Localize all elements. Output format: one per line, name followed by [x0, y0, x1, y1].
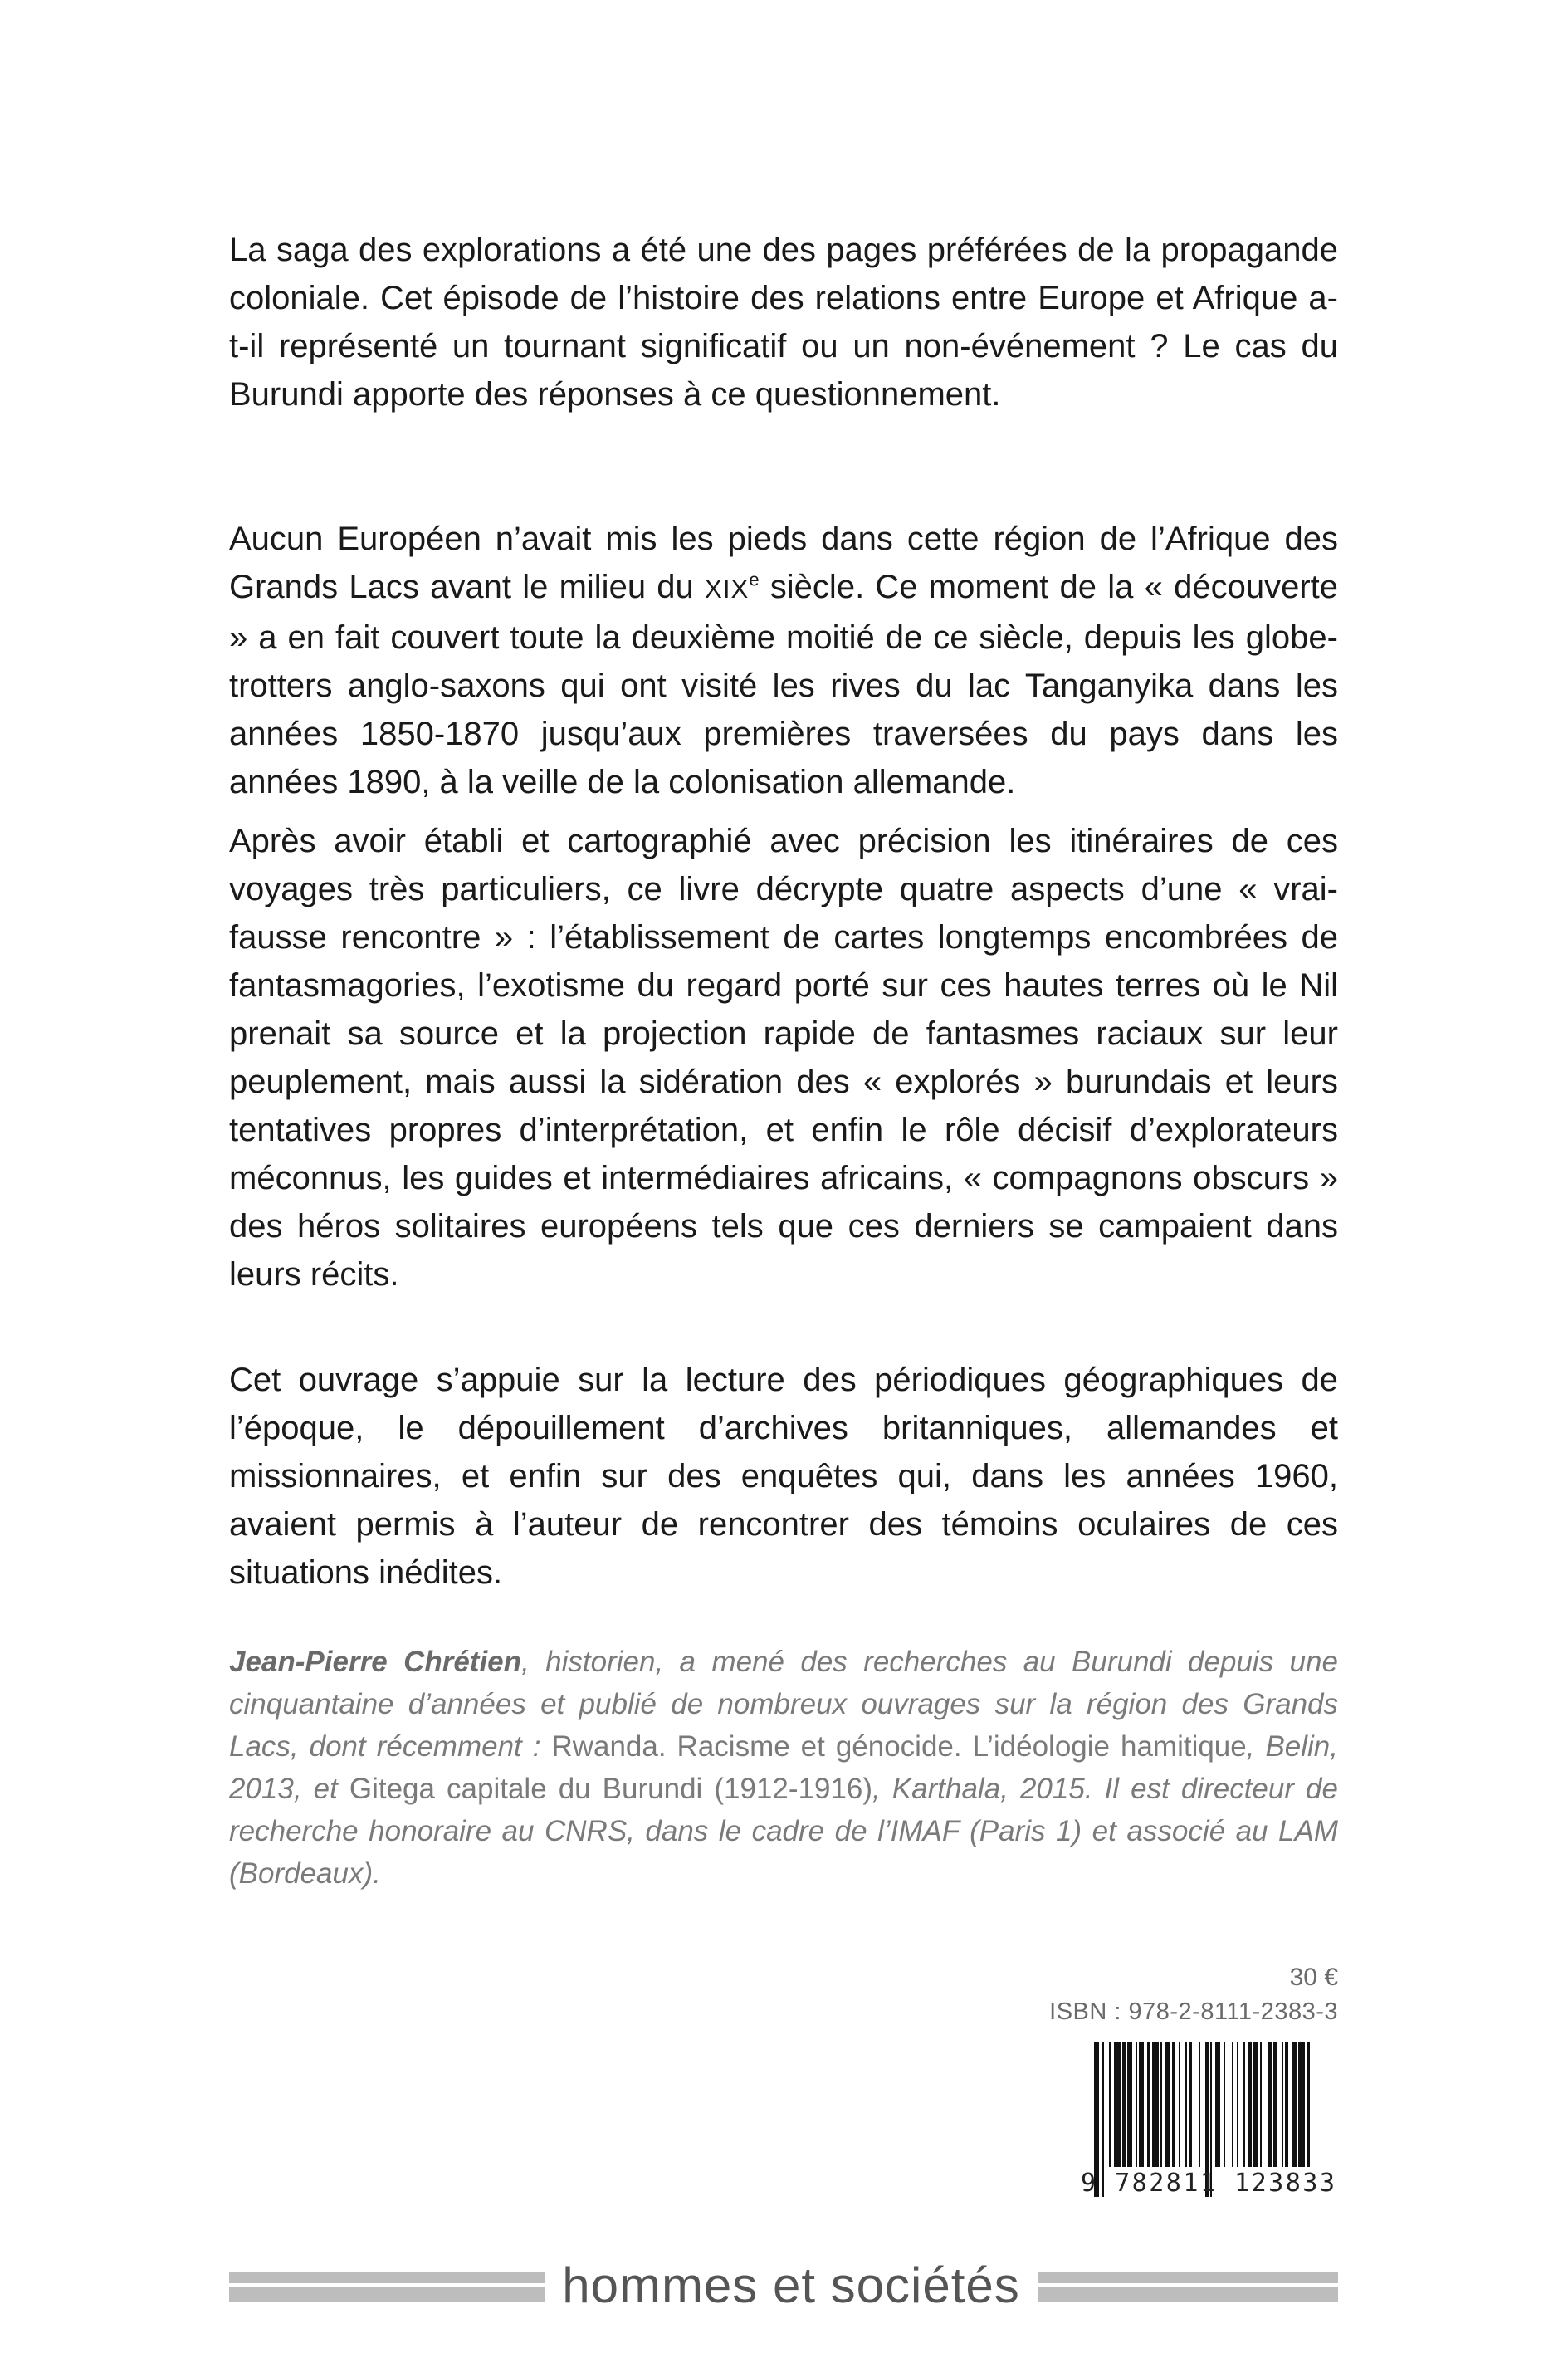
century-suffix: e	[749, 569, 760, 590]
price: 30 €	[1289, 1964, 1338, 1991]
author-bio	[229, 1641, 1338, 1895]
barcode-bar	[1232, 2042, 1233, 2167]
barcode-bar	[1260, 2042, 1262, 2167]
series-rule-left	[229, 2272, 545, 2302]
barcode-bar	[1248, 2042, 1252, 2167]
barcode-bar	[1122, 2042, 1126, 2167]
barcode-bar	[1273, 2042, 1277, 2167]
barcode-bar	[1160, 2042, 1162, 2167]
bio-text-2: , Belin, 2013, et	[229, 1730, 1338, 1805]
barcode-bar	[1307, 2042, 1310, 2167]
barcode-bar	[1237, 2042, 1238, 2167]
author-name: Jean-Pierre Chrétien	[229, 1646, 522, 1678]
summary-paragraph-2-part2: siècle. Ce moment de la « découverte » a en fait couvert toute la deuxième moitié de ce siècle, depuis les globe-trotters anglo-saxons qui ont visité les rives du lac Tanganyika dans les années 1850-1870 jusqu’aux premières traversées du pays dans les années 1890, à la veille de la colonisation allemande.	[229, 569, 1338, 800]
barcode-bar	[1179, 2042, 1180, 2167]
summary-paragraph-2	[229, 515, 1338, 806]
barcode-bar	[1127, 2042, 1132, 2167]
barcode-bar	[1152, 2042, 1159, 2167]
barcode-bar	[1136, 2042, 1137, 2167]
bio-text-1: , historien, a mené des recherches au Burundi depuis une cinquantaine d’années et publié de nombreux ouvrages sur la région des Grands Lacs, dont récemment :	[229, 1646, 1338, 1763]
barcode-bar	[1243, 2042, 1245, 2167]
summary-paragraph-3: Après avoir établi et cartographié avec précision les itinéraires de ces voyages très particuliers, ce livre décrypte quatre aspects d’une « vrai-fausse rencontre » : l’établissement de cartes longtemps encombrées de fantasmagories, l’exotisme du regard porté sur ces hautes terres où le Nil prenait sa source et la projection rapide de fantasmes raciaux sur leur peuplement, mais aussi la sidération des « explorés » burundais et leurs tentatives propres d’interprétation, et enfin le rôle décisif d’explorateurs méconnus, les guides et intermédiaires africains, « compagnons obscurs » des héros solitaires européens tels que ces derniers se campaient dans leurs récits.	[229, 823, 1338, 1293]
barcode-bar	[1147, 2042, 1150, 2167]
barcode-bar	[1268, 2042, 1272, 2167]
barcode-bar	[1139, 2042, 1144, 2167]
bio-book-1: Rwanda. Racisme et génocide. L’idéologie hamitique	[551, 1730, 1247, 1763]
barcode-bar	[1292, 2042, 1297, 2167]
barcode-digits: 9 782811 123833	[1081, 2169, 1337, 2198]
summary-paragraph-2-part1: Aucun Européen n’avait mis les pieds dans cette région de l’Afrique des Grands Lacs avant le milieu du	[229, 521, 1338, 605]
barcode-bar	[1189, 2042, 1192, 2167]
bio-text-3: , Karthala, 2015. Il est directeur de recherche honoraire au CNRS, dans le cadre de l’IMAF (Paris 1) et associé au LAM (Bordeaux).	[229, 1773, 1338, 1890]
barcode-bar	[1185, 2042, 1187, 2167]
barcode-bar	[1215, 2042, 1220, 2167]
summary-paragraph-4: Cet ouvrage s’appuie sur la lecture des périodiques géographiques de l’époque, le dépouillement d’archives britanniques, allemandes et missionnaires, et enfin sur des enquêtes qui, dans les années 1960, avaient permis à l’auteur de rencontrer des témoins oculaires de ces situations inédites.	[229, 1362, 1338, 1591]
barcode-bar	[1282, 2042, 1283, 2167]
barcode-bar	[1253, 2042, 1258, 2167]
barcode-bar	[1199, 2042, 1200, 2167]
series-title: hommes et sociétés	[562, 2258, 1020, 2313]
barcode-bar	[1224, 2042, 1225, 2167]
barcode-bar	[1165, 2042, 1170, 2167]
summary-paragraph-1: La saga des explorations a été une des pages préférées de la propagande coloniale. Cet épisode de l’histoire des relations entre Europe et Afrique a-t-il représenté un tournant significatif ou un non-événement ? Le cas du Burundi apporte des réponses à ce questionnement.	[229, 232, 1338, 413]
barcode-bar	[1172, 2042, 1175, 2167]
isbn: ISBN : 978-2-8111-2383-3	[1049, 1998, 1338, 2025]
barcode-bar	[1109, 2042, 1111, 2167]
century-numeral: XIX	[705, 575, 750, 604]
barcode-bar	[1285, 2042, 1288, 2167]
barcode-bar	[1114, 2042, 1121, 2167]
bio-book-2: Gitega capitale du Burundi (1912-1916)	[349, 1773, 873, 1805]
series-rule-right	[1038, 2272, 1338, 2302]
barcode-bar	[1298, 2042, 1305, 2167]
